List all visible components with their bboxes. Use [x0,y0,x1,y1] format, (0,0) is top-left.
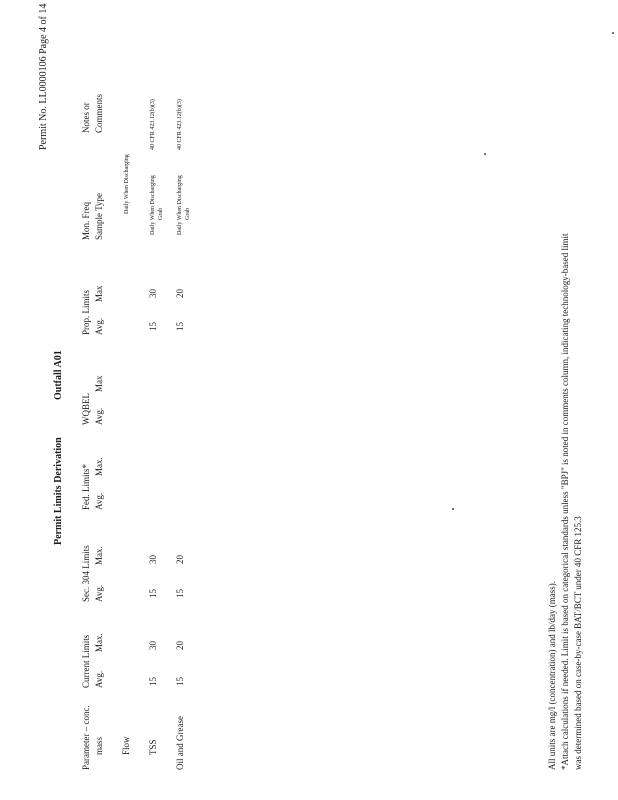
row-oil-grease-mon-freq: Daily When Discharging [177,175,183,235]
row-oil-grease-notes: 40 CFR 423.12(b)(3) [177,99,183,150]
footnote-bat-bct: was determined based on case-by-case BAT/BCT under 40 CFR 125.3 [573,516,583,770]
footnote-calculations: *Attach calculations if needed. Limit is based on categorical standards unless "BPJ" is noted in comments column, indicating technology-based limit [560,233,570,770]
col-current-max: Max. [94,633,104,652]
row-oil-grease-sample-type: Grab [185,208,191,220]
col-current-limits: Current Limits [81,634,91,688]
row-oil-grease-s304-avg: 15 [175,589,185,598]
col-sec304-avg: Avg. [94,584,104,602]
col-sec304-max: Max. [94,546,104,565]
col-fed-limits: Fed. Limits* [81,463,91,510]
footnote-units: All units are mg/l (concentration) and lb/day (mass). [547,581,557,770]
row-tss-parameter: TSS [148,739,158,755]
outfall-label: Outfall A01 [53,350,64,400]
col-wqbel-max: Max [94,375,104,392]
row-oil-grease-prop-max: 20 [175,289,185,298]
scan-speck [452,508,454,510]
col-parameter-line2: mass [94,737,104,755]
row-oil-grease-prop-avg: 15 [175,322,185,331]
page-title: Permit Limits Derivation [53,437,64,545]
row-tss-notes: 40 CFR 423.12(b)(3) [150,99,156,150]
col-wqbel: WQBEL [81,393,91,425]
row-tss-sample-type: Grab [158,208,164,220]
permit-number-line: Permit No. LL0000106 Page 4 of 14 [38,3,49,150]
col-current-avg: Avg. [94,670,104,688]
row-tss-mon-freq: Daily When Discharging [150,175,156,235]
col-sec304-limits: Sec. 304 Limits [81,545,91,602]
col-prop-avg: Avg. [94,317,104,335]
row-tss-prop-max: 30 [148,289,158,298]
row-tss-s304-avg: 15 [148,589,158,598]
col-prop-limits: Prop. Limits [81,289,91,335]
row-oil-grease-cur-max: 20 [175,641,185,650]
col-prop-max: Max [94,285,104,302]
col-wqbel-avg: Avg. [94,407,104,425]
row-tss-s304-max: 30 [148,555,158,564]
col-parameter-line1: Parameter – conc. [81,705,91,770]
row-flow-mon-freq: Daily When Discharging [124,154,130,214]
col-fed-avg: Avg. [94,492,104,510]
row-oil-grease-parameter: Oil and Grease [175,716,185,770]
scan-speck [484,153,486,155]
row-tss-cur-max: 30 [148,641,158,650]
col-notes: Notes or [81,102,91,133]
col-comments: Comments [94,93,104,133]
scan-speck [612,32,614,34]
col-sample-type: Sample Type [94,193,104,240]
col-mon-freq: Mon. Freq [81,202,91,240]
row-tss-cur-avg: 15 [148,677,158,686]
row-tss-prop-avg: 15 [148,322,158,331]
row-oil-grease-cur-avg: 15 [175,677,185,686]
col-fed-max: Max. [94,457,104,476]
row-oil-grease-s304-max: 20 [175,555,185,564]
row-flow-parameter: Flow [121,736,131,755]
